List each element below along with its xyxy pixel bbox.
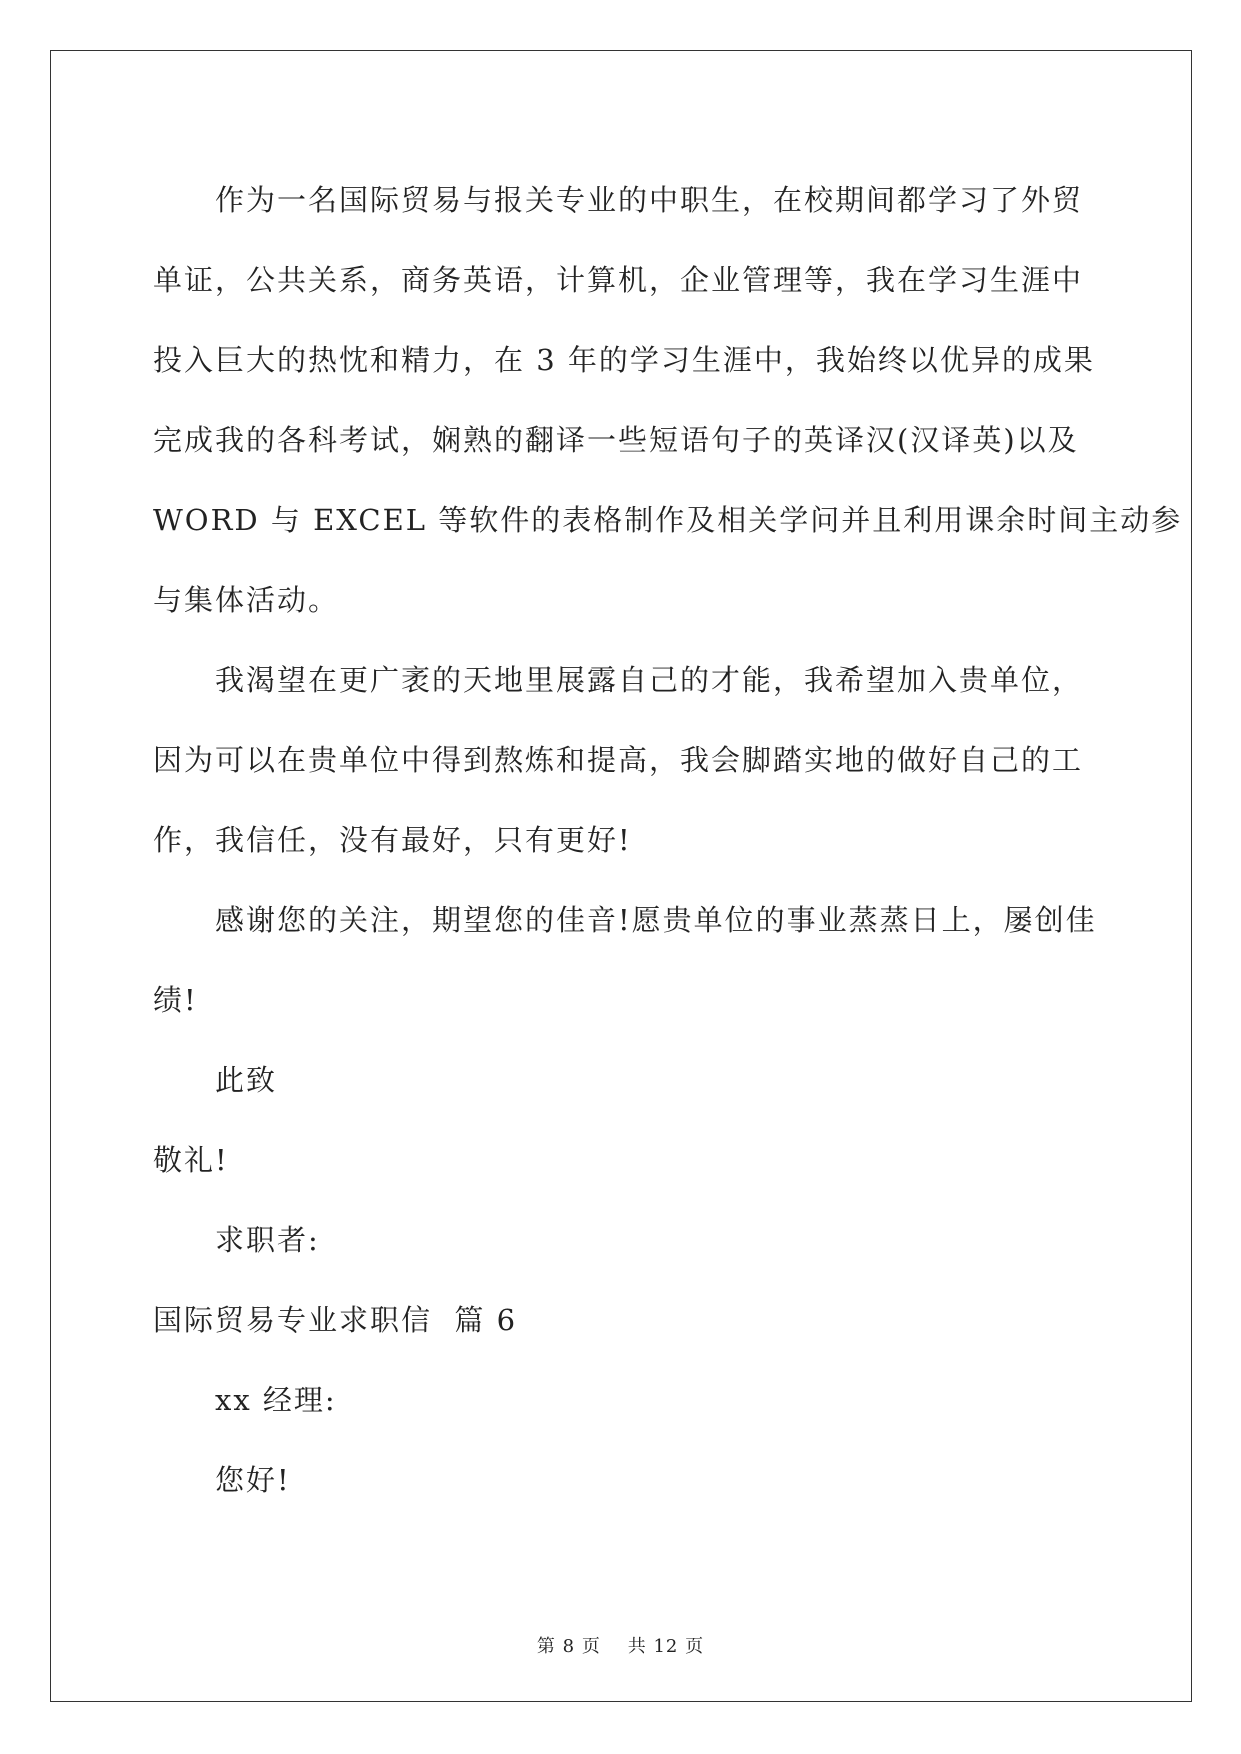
greeting: 您好! [215, 1463, 291, 1497]
page-footer [0, 1632, 1241, 1658]
text-line: 我渴望在更广袤的天地里展露自己的才能，我希望加入贵单位， [215, 663, 1084, 697]
text-line: 完成我的各科考试，娴熟的翻译一些短语句子的英译汉(汉译英)以及 [153, 423, 1079, 457]
text-line: 与集体活动。 [153, 583, 340, 617]
section-heading: 国际贸易专业求职信 篇 6 [153, 1303, 518, 1337]
regards: 敬礼! [153, 1143, 229, 1177]
applicant-signature: 求职者: [215, 1223, 320, 1257]
paragraph-education [153, 160, 1183, 640]
text-line: 投入巨大的热忱和精力，在 3 年的学习生涯中，我始终以优异的成果 [153, 343, 1095, 377]
salutation: xx 经理: [215, 1383, 337, 1417]
text-line: 感谢您的关注，期望您的佳音!愿贵单位的事业蒸蒸日上，屡创佳 [215, 903, 1097, 937]
text-line: 作为一名国际贸易与报关专业的中职生，在校期间都学习了外贸 [215, 183, 1084, 217]
paragraph-aspiration [153, 640, 1088, 880]
page-total: 共 12 页 [627, 1636, 705, 1657]
paragraph-thanks [153, 880, 1097, 1040]
text-line: 作，我信任，没有最好，只有更好! [153, 823, 632, 857]
text-line: WORD 与 EXCEL 等软件的表格制作及相关学问并且利用课余时间主动参 [153, 503, 1183, 537]
page-number: 第 8 页 [536, 1636, 601, 1657]
letter-body [153, 160, 1183, 1520]
text-line: 单证，公共关系，商务英语，计算机，企业管理等，我在学习生涯中 [153, 263, 1084, 297]
text-line: 因为可以在贵单位中得到熬炼和提高，我会脚踏实地的做好自己的工 [153, 743, 1084, 777]
text-line: 绩! [153, 983, 198, 1017]
regards-intro: 此致 [215, 1063, 278, 1097]
